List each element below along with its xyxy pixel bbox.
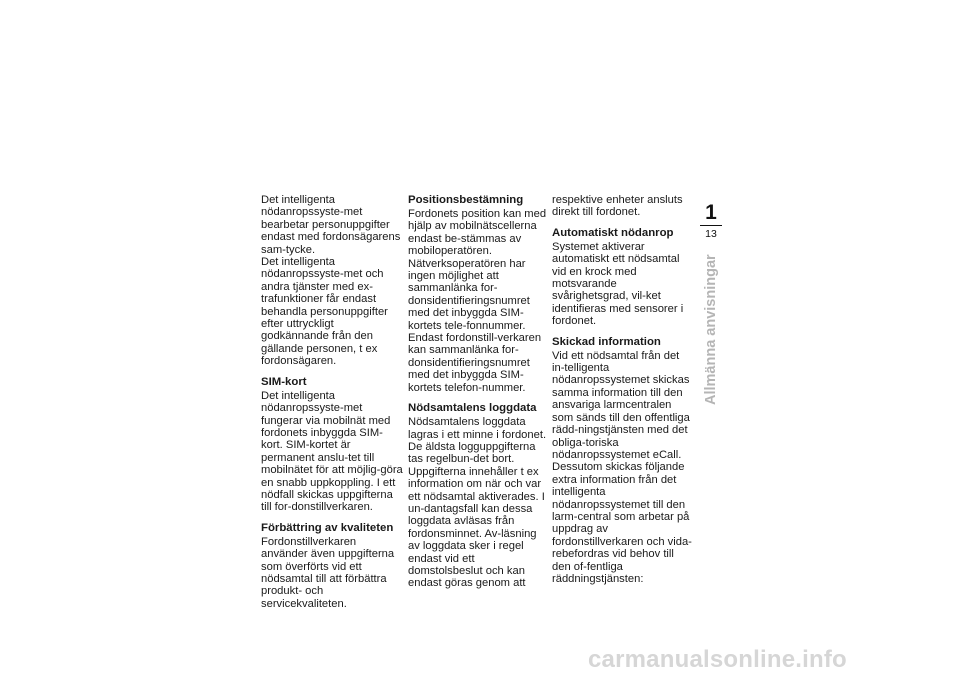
heading-positioning: Positionsbestämning bbox=[408, 194, 524, 206]
heading-sim-card: SIM-kort bbox=[261, 375, 307, 388]
heading-quality: Förbättring av kvaliteten bbox=[261, 521, 394, 534]
text-column-3 bbox=[552, 194, 694, 585]
paragraph-sim-card: Det intelligenta nödanropssyste-met fungerar via mobilnät med fordonets inbyggda SIM-kort. SIM-kortet är permanent anslu-tet till mobilnätet för att möjlig-göra en snabb uppkoppling. I ett nödfall skickas uppgifterna till for-donstillverkaren. bbox=[261, 389, 403, 514]
heading-log-data: Nödsamtalens loggdata bbox=[408, 402, 537, 415]
paragraph-automatic-call: Systemet aktiverar automatiskt ett nödsamtal vid en krock med motsvarande svårighetsgrad, vil-ket identifieras med sensorer i fordonet. bbox=[552, 240, 684, 328]
section-side-title: Allmänna anvisningar bbox=[703, 254, 719, 405]
paragraph-continued: respektive enheter ansluts direkt till fordonet. bbox=[552, 194, 683, 219]
paragraph-quality: Fordonstillverkaren använder även uppgifterna som överförts vid ett nödsamtal till att förbättra produkt- och servicekvaliteten. bbox=[261, 535, 395, 610]
page-number: 13 bbox=[705, 228, 717, 240]
text-column-1 bbox=[261, 194, 403, 610]
heading-automatic-call: Automatiskt nödanrop bbox=[552, 226, 674, 239]
watermark: carmanualsonline.info bbox=[588, 646, 847, 673]
heading-sent-information: Skickad information bbox=[552, 335, 661, 348]
chapter-number: 1 bbox=[705, 201, 717, 224]
intro-paragraph-2: Det intelligenta nödanropssyste-met och andra tjänster med ex-trafunktioner får endast behandla personuppgifter efter uttryckligt godkännande från den gällande personen, t ex fordonsägaren. bbox=[261, 256, 388, 368]
intro-paragraph-1: Det intelligenta nödanropssyste-met bearbetar personuppgifter endast med fordonsägarens sam-tycke. bbox=[261, 194, 401, 256]
paragraph-positioning: Fordonets position kan med hjälp av mobilnätscellerna endast be-stämmas av mobiloperatören. Nätverksoperatören har ingen möjlighet att sammanlänka for-donsidentifieringsnumret med det inbyggda SIM-kortets tele-fonnummer. Endast fordonstill-verkaren kan sammanlänka for-donsidentifieringsnumret med det inbyggda SIM-kortets telefon-nummer. bbox=[408, 208, 547, 394]
chapter-divider bbox=[700, 225, 722, 226]
paragraph-log-data: Nödsamtalens loggdata lagras i ett minne i fordonet. De äldsta logguppgifterna tas regelbun-det bort. Uppgifterna innehåller t ex information om när och var ett nödsamtal aktiverades. I un-dantagsfall kan dessa loggdata avläsas från fordonsminnet. Av-läsning av loggdata sker i regel endast vid ett domstolsbeslut och kan endast göras genom att bbox=[408, 416, 547, 590]
text-column-2 bbox=[408, 194, 550, 590]
paragraph-sent-information: Vid ett nödsamtal från det in-telligenta nödanropssystemet skickas samma information till den ansvariga larmcentralen som sänds till den offentliga rädd-ningstjänsten med det obliga-toriska nödanropssystemet eCall. Dessutom skickas följande extra information från det intelligenta nödanropssystemet till den larm-central som arbetar på uppdrag av fordonstillverkaren och vida-rebefordras vid behov till den of-fentliga räddningstjänsten: bbox=[552, 349, 692, 585]
